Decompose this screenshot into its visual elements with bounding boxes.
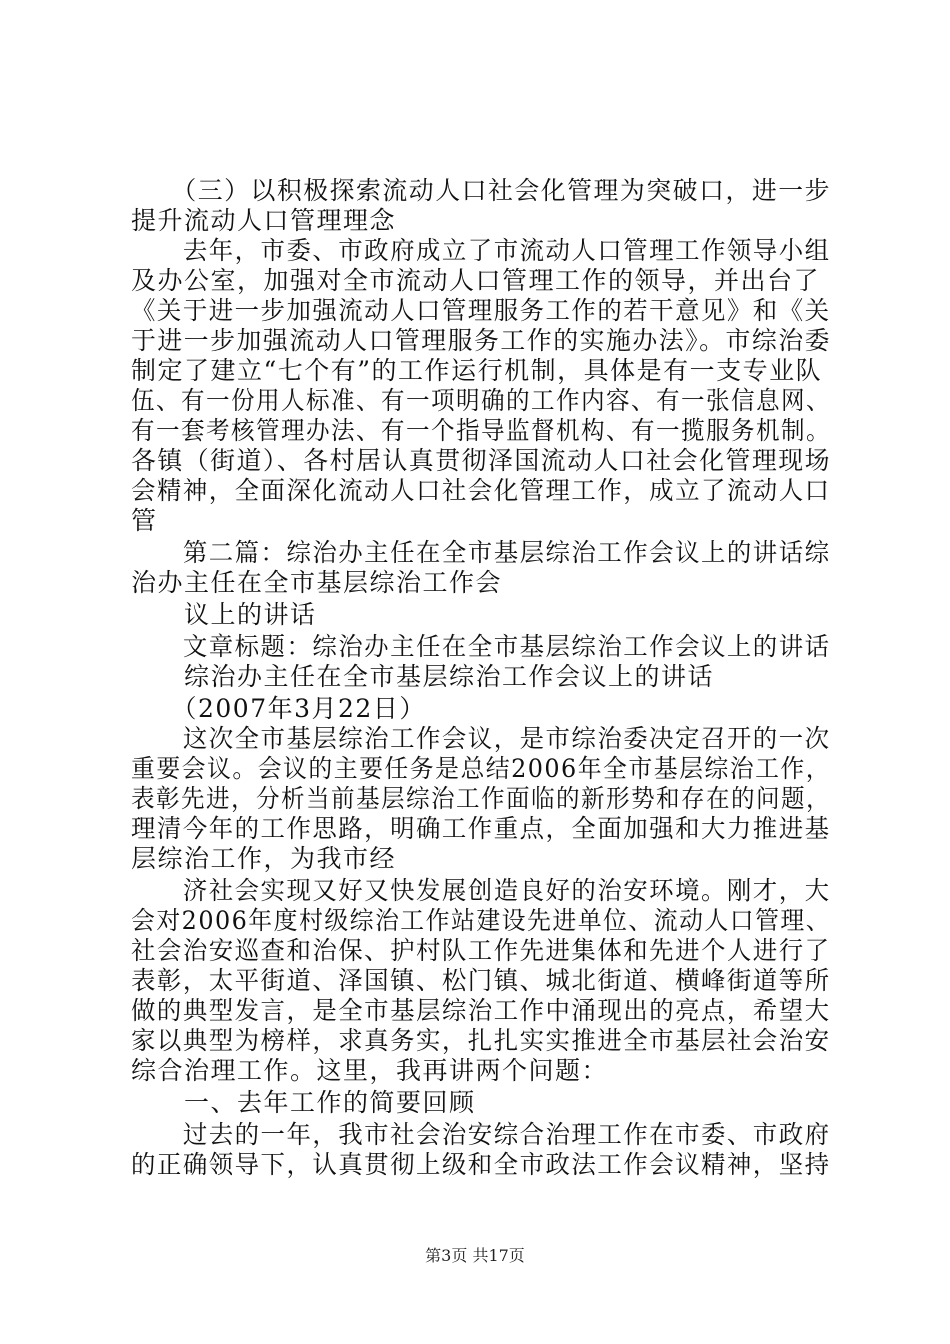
text-line: 一、去年工作的简要回顾 xyxy=(131,1088,476,1117)
text-line: 层综治工作，为我市经 xyxy=(131,844,397,873)
text-line: （2007年3月22日） xyxy=(131,694,426,723)
text-line: 表彰先进，分析当前基层综治工作面临的新形势和存在的问题， xyxy=(131,784,832,813)
text-line: 《关于进一步加强流动人口管理服务工作的若干意见》和《关 xyxy=(131,296,831,325)
text-line: （三）以积极探索流动人口社会化管理为突破口，进一步 xyxy=(131,176,832,205)
text-line: 提升流动人口管理理念 xyxy=(131,206,397,235)
text-line: 制定了建立“七个有”的工作运行机制，具体是有一支专业队 xyxy=(131,356,823,385)
text-line: 社会治安巡查和治保、护村队工作先进集体和先进个人进行了 xyxy=(131,936,831,965)
text-line: 做的典型发言，是全市基层综治工作中涌现出的亮点，希望大 xyxy=(131,996,831,1025)
text-line: 综合治理工作。这里，我再讲两个问题： xyxy=(131,1056,609,1085)
text-line: 这次全市基层综治工作会议，是市综治委决定召开的一次 xyxy=(131,724,831,753)
text-line: 济社会实现又好又快发展创造良好的治安环境。刚才，大 xyxy=(131,876,831,905)
text-line: 伍、有一份用人标准、有一项明确的工作内容、有一张信息网、 xyxy=(131,386,832,415)
text-line: 各镇（街道）、各村居认真贯彻泽国流动人口社会化管理现场 xyxy=(131,446,832,475)
text-line: 文章标题：综治办主任在全市基层综治工作会议上的讲话 xyxy=(131,632,831,661)
text-line: 去年，市委、市政府成立了市流动人口管理工作领导小组 xyxy=(131,236,831,265)
text-line: 过去的一年，我市社会治安综合治理工作在市委、市政府 xyxy=(131,1120,831,1149)
text-line: 理清今年的工作思路，明确工作重点，全面加强和大力推进基 xyxy=(131,814,831,843)
text-line: 综治办主任在全市基层综治工作会议上的讲话 xyxy=(131,662,715,691)
page-number: 第3页 共17页 xyxy=(425,1246,525,1265)
text-line: 家以典型为榜样，求真务实，扎扎实实推进全市基层社会治安 xyxy=(131,1026,831,1055)
text-line: 第二篇：综治办主任在全市基层综治工作会议上的讲话综 xyxy=(131,538,831,567)
text-line: 治办主任在全市基层综治工作会 xyxy=(131,568,503,597)
text-line: 会精神，全面深化流动人口社会化管理工作，成立了流动人口 xyxy=(131,476,831,505)
text-line: 议上的讲话 xyxy=(131,600,317,629)
text-line: 于进一步加强流动人口管理服务工作的实施办法》。市综治委 xyxy=(131,326,832,355)
text-line: 表彰，太平街道、泽国镇、松门镇、城北街道、横峰街道等所 xyxy=(131,966,831,995)
text-line: 管 xyxy=(131,506,158,535)
text-line: 会对2006年度村级综治工作站建设先进单位、流动人口管理、 xyxy=(131,906,832,935)
text-line: 及办公室，加强对全市流动人口管理工作的领导，并出台了 xyxy=(131,266,821,295)
text-line: 有一套考核管理办法、有一个指导监督机构、有一揽服务机制。 xyxy=(131,416,832,445)
text-line: 的正确领导下，认真贯彻上级和全市政法工作会议精神，坚持 xyxy=(131,1150,831,1179)
text-line: 重要会议。会议的主要任务是总结2006年全市基层综治工作， xyxy=(131,754,832,783)
